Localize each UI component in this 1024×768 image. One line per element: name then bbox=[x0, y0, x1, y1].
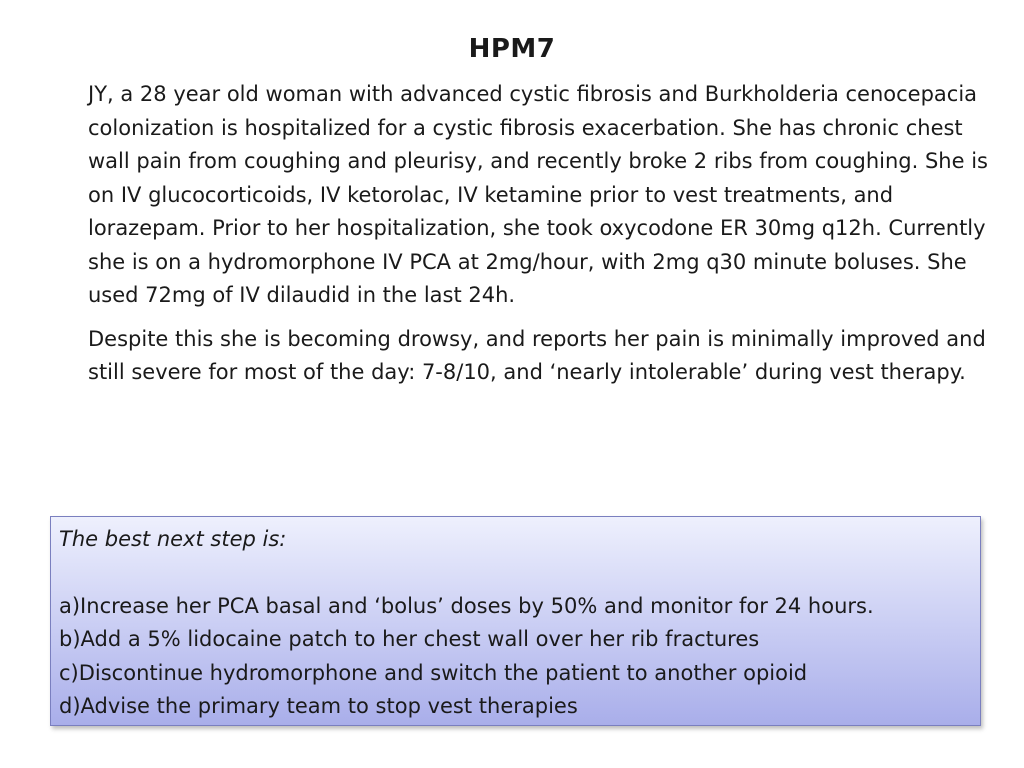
answer-option-b: b)Add a 5% lidocaine patch to her chest wall over her rib fractures bbox=[59, 627, 760, 651]
answer-option-a: a)Increase her PCA basal and ‘bolus’ doses by 50% and monitor for 24 hours. bbox=[59, 593, 874, 618]
question-prompt: The best next step is: bbox=[59, 527, 287, 551]
case-description bbox=[88, 78, 988, 390]
case-paragraph-history: JY, a 28 year old woman with advanced cystic fibrosis and Burkholderia cenocepacia colonization is hospitalized for a cystic fibrosis exacerbation. She has chronic chest wall pain from coughing and pleurisy, and recently broke 2 ribs from coughing. She is on IV glucocorticoids, IV ketorolac, IV ketamine prior to vest treatments, and lorazepam. Prior to her hospitalization, she took oxycodone ER 30mg q12h. Currently she is on a hydromorphone IV PCA at 2mg/hour, with 2mg q30 minute boluses. She used 72mg of IV dilaudid in the last 24h. bbox=[88, 82, 988, 307]
answer-option-c: c)Discontinue hydromorphone and switch the patient to another opioid bbox=[59, 660, 808, 685]
case-paragraph-status: Despite this she is becoming drowsy, and reports her pain is minimally improved and still severe for most of the day: 7-8/10, and ‘nearly intolerable’ during vest therapy. bbox=[88, 326, 986, 384]
slide-title: HPM7 bbox=[468, 34, 556, 64]
question-box bbox=[50, 516, 981, 726]
answer-option-d: d)Advise the primary team to stop vest therapies bbox=[59, 694, 578, 718]
answer-options bbox=[59, 590, 972, 724]
